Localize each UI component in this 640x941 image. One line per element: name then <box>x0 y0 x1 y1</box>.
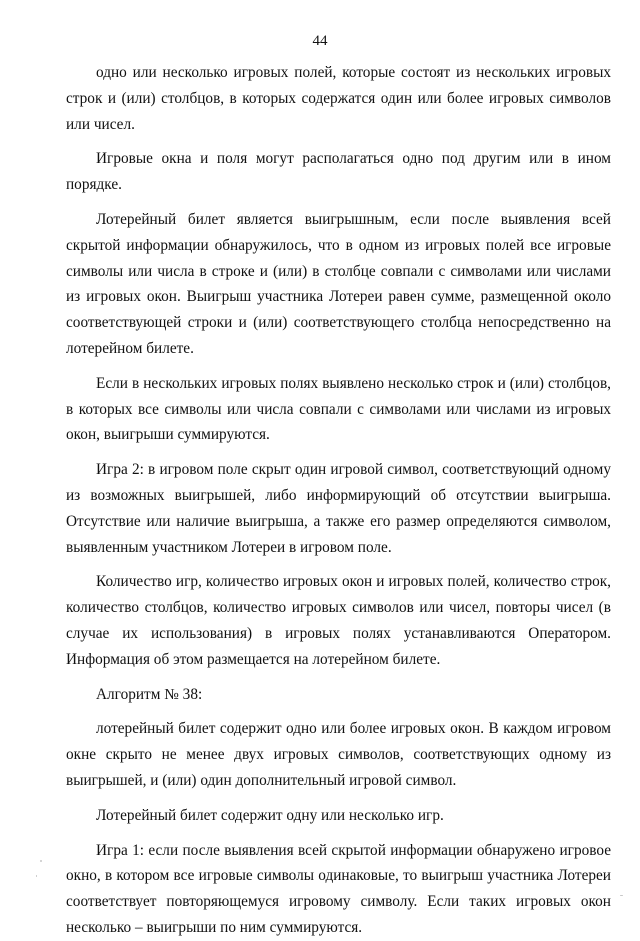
paragraph: Игровые окна и поля могут располагаться одно под другим или в ином порядке. <box>66 150 611 194</box>
paragraph: Количество игр, количество игровых окон и игровых полей, количество строк, количество столбцов, количество игровых символов или чисел, повторы чисел (в случае их использования) в игровых полях устанавливаются Оператором. Информация об этом размещается на лотерейном билете. <box>66 573 611 668</box>
algorithm-heading: Алгоритм № 38: <box>96 685 203 703</box>
scan-speck <box>36 875 37 877</box>
paragraph: Игра 1: если после выявления всей скрытой информации обнаружено игровое окно, в котором все игровые символы одинаковые, то выигрыш участника Лотереи соответствует повторяющемуся игровому символу. Если таких игровых окон несколько – выигрыши по ним суммируются. <box>66 841 611 936</box>
scan-speck <box>40 860 42 862</box>
paragraph: Игра 2: в игровом поле скрыт один игровой символ, соответствующий одному из возможных выигрышей, либо информирующий об отсутствии выигрыша. Отсутствие или наличие выигрыша, а также его размер определяются символом, выявленным участником Лотереи в игровом поле. <box>66 461 611 556</box>
scan-speck <box>620 895 623 896</box>
paragraph: одно или несколько игровых полей, которые состоят из нескольких игровых строк и (или) столбцов, в которых содержатся один или более игровых символов или чисел. <box>66 64 611 133</box>
paragraph: лотерейный билет содержит одно или более игровых окон. В каждом игровом окне скрыто не менее двух игровых символов, соответствующих одному из выигрышей, и (или) один дополнительный игровой символ. <box>66 720 611 789</box>
paragraph: Лотерейный билет является выигрышным, если после выявления всей скрытой информации обнаружилось, что в одном из игровых полей все игровые символы или числа в строке и (или) в столбце совпали с символами или числами из игровых окон. Выигрыш участника Лотереи равен сумме, размещенной около соответствующей строки и (или) соответствующего столбца непосредственно на лотерейном билете. <box>66 210 611 357</box>
paragraph: Если в нескольких игровых полях выявлено несколько строк и (или) столбцов, в которых все символы или числа совпали с символами или числами из игровых окон, выигрыши суммируются. <box>66 374 611 444</box>
page-number: 44 <box>312 33 328 49</box>
paragraph: Лотерейный билет содержит одну или несколько игр. <box>96 806 444 824</box>
body-text <box>66 60 611 941</box>
